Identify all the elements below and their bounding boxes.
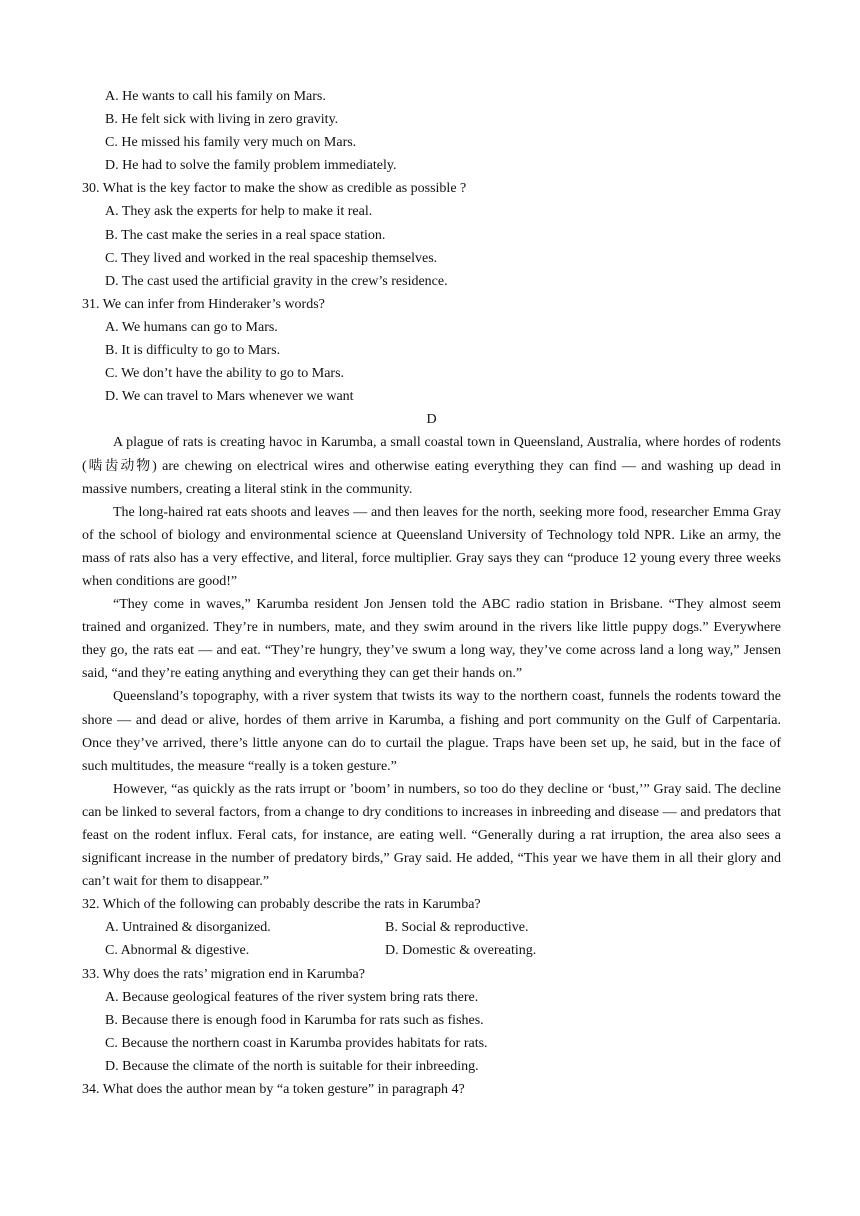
q31-option-a: A. We humans can go to Mars. (105, 319, 278, 335)
q33-option-b: B. Because there is enough food in Karumba for rats such as fishes. (105, 1012, 484, 1028)
q34-stem: 34. What does the author mean by “a token gesture” in paragraph 4? (82, 1082, 465, 1098)
q31-option-c: C. We don’t have the ability to go to Mars. (105, 366, 345, 382)
q31-option-b: B. It is difficulty to go to Mars. (105, 343, 281, 359)
q30-stem: 30. What is the key factor to make the show as credible as possible ? (82, 181, 467, 197)
q32-options-row-2 (82, 939, 781, 962)
q31-stem: 31. We can infer from Hinderaker’s words? (82, 296, 325, 312)
passage-paragraph-1: A plague of rats is creating havoc in Karumba, a small coastal town in Queensland, Australia, where hordes of rodents (啮齿动物) are chewing on electrical wires and otherwise eating everything they can find — and washing up dead in massive numbers, creating a literal stink in the community. (82, 435, 781, 497)
passage-paragraph-5: However, “as quickly as the rats irrupt or ’boom’ in numbers, so too do they decline or ‘bust,’” Gray said. The decline can be linked to several factors, from a change to dry conditions to increases in inbreeding and disease — and predators that feast on the rodent influx. Feral cats, for instance, are eating well. “Generally during a rat irruption, the area also sees a significant increase in the number of predatory birds,” Gray said. He added, “This year we have them in all their glory and can’t wait for them to disappear.” (82, 781, 781, 890)
q31-option-d: D. We can travel to Mars whenever we want (105, 389, 354, 405)
passage-paragraph-2: The long-haired rat eats shoots and leaves — and then leaves for the north, seeking more food, researcher Emma Gray of the school of biology and environmental science at Queensland University of Technology told NPR. Like an army, the mass of rats also has a very effective, and literal, force multiplier. Gray says they can “produce 12 young every three weeks when conditions are good!” (82, 504, 781, 589)
q29-option-b: B. He felt sick with living in zero gravity. (105, 112, 339, 128)
q32-option-d: D. Domestic & overeating. (385, 943, 537, 959)
q30-option-d: D. The cast used the artificial gravity in the crew’s residence. (105, 273, 448, 289)
exam-page (82, 85, 781, 1101)
q32-stem: 32. Which of the following can probably describe the rats in Karumba? (82, 897, 481, 913)
q30-option-b: B. The cast make the series in a real space station. (105, 227, 386, 243)
q32-options-row-1 (82, 916, 781, 939)
passage-paragraph-3: “They come in waves,” Karumba resident Jon Jensen told the ABC radio station in Brisbane. “They almost seem trained and organized. They’re in numbers, mate, and they swim around in the rivers like little puppy dogs.” Everywhere they go, the rats eat — and eat. “They’re hungry, they’ve swum a long way, they’ve come across land a long way,” Jensen said, “and they’re eating anything and everything they can get their hands on.” (82, 597, 781, 682)
q32-option-a: A. Untrained & disorganized. (105, 920, 271, 936)
q29-option-c: C. He missed his family very much on Mars. (105, 135, 357, 151)
q32-option-b: B. Social & reproductive. (385, 920, 529, 936)
q29-option-d: D. He had to solve the family problem immediately. (105, 158, 397, 174)
q29-option-a: A. He wants to call his family on Mars. (105, 89, 326, 104)
q30-option-c: C. They lived and worked in the real spaceship themselves. (105, 250, 438, 266)
q33-option-d: D. Because the climate of the north is suitable for their inbreeding. (105, 1058, 479, 1074)
section-label: D (426, 412, 437, 428)
q32-option-c: C. Abnormal & digestive. (105, 943, 250, 959)
q33-option-a: A. Because geological features of the river system bring rats there. (105, 989, 479, 1005)
q30-option-a: A. They ask the experts for help to make it real. (105, 204, 373, 220)
passage-paragraph-4: Queensland’s topography, with a river system that twists its way to the northern coast, funnels the rodents toward the shore — and dead or alive, hordes of them arrive in Karumba, a fishing and port community on the Gulf of Carpentaria. Once they’ve arrived, there’s little anyone can do to curtail the plague. Traps have been set up, he said, but in the face of such multitudes, the measure “really is a token gesture.” (82, 689, 781, 774)
q33-stem: 33. Why does the rats’ migration end in Karumba? (82, 966, 365, 982)
q33-option-c: C. Because the northern coast in Karumba provides habitats for rats. (105, 1035, 488, 1051)
